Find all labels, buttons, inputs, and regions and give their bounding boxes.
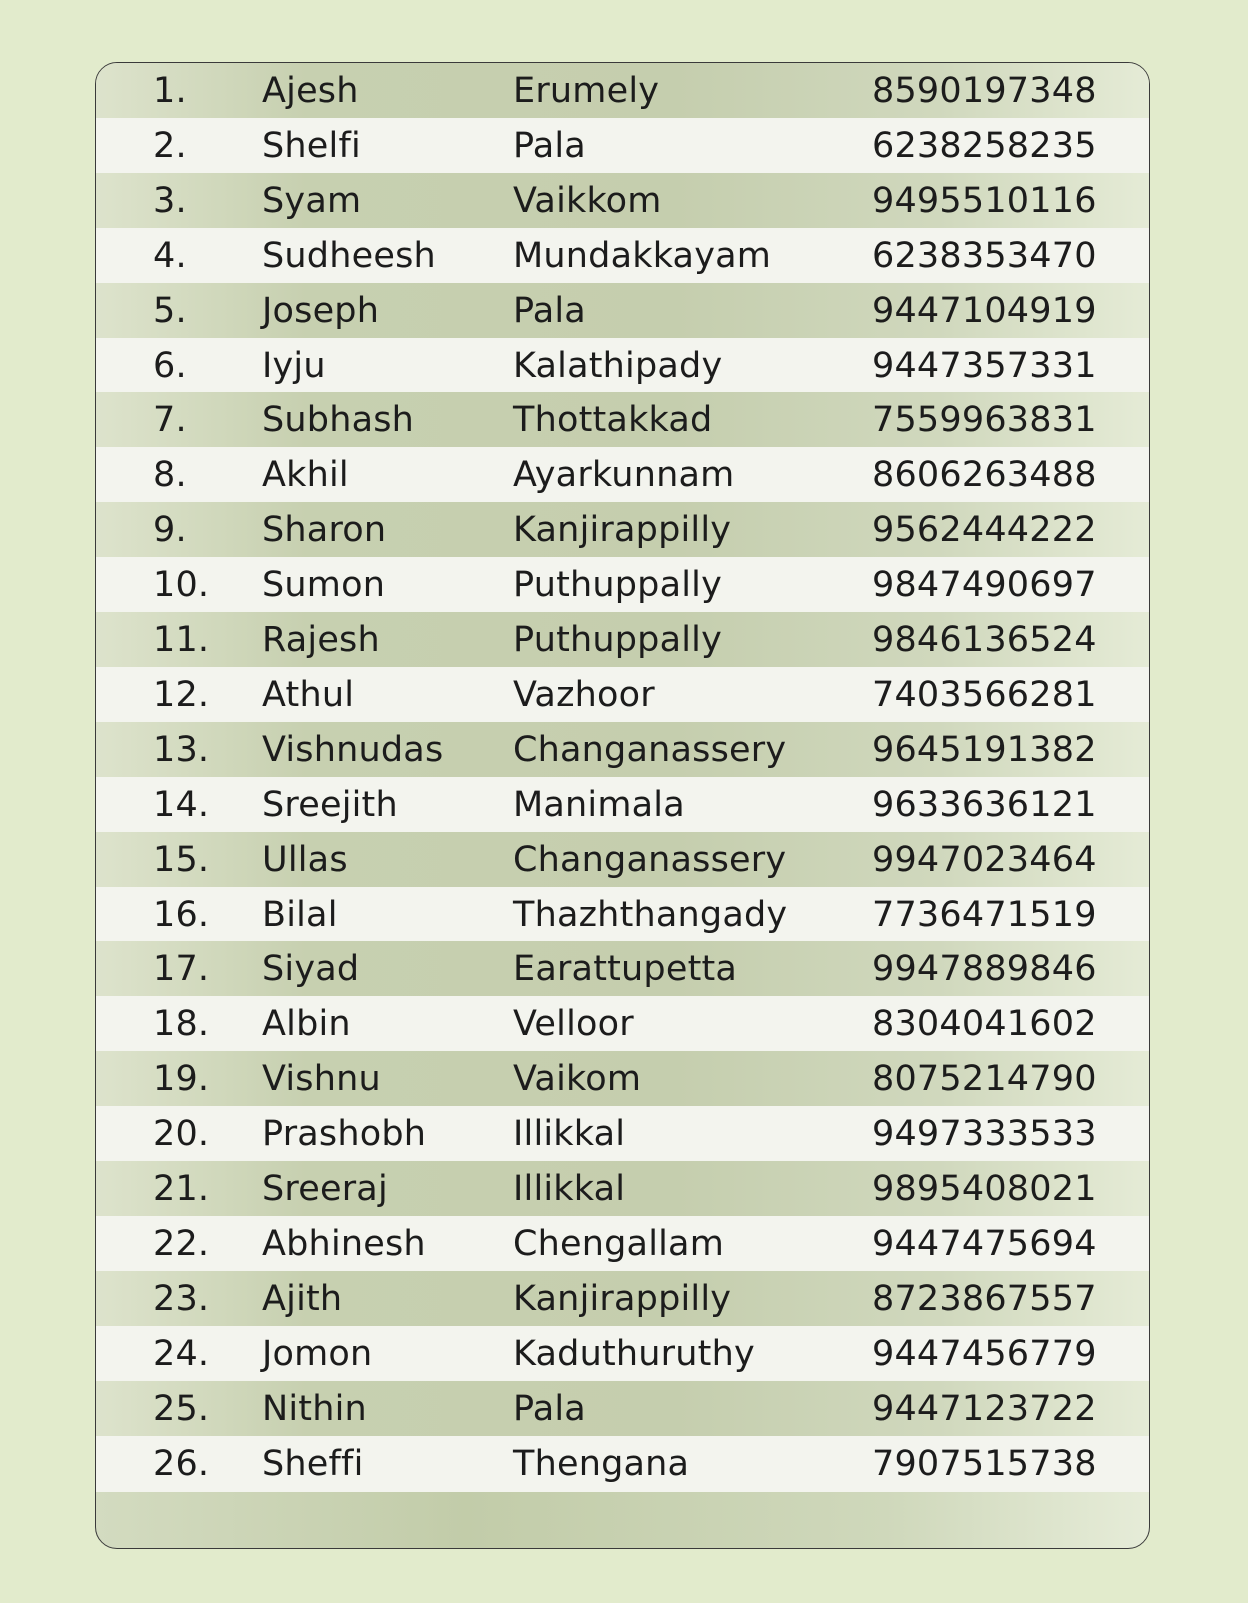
phone-number: 9447456779 — [872, 1333, 1097, 1374]
place-name: Thottakkad — [513, 400, 713, 441]
table-row — [96, 1381, 1149, 1437]
table-row — [96, 1051, 1149, 1107]
phone-number: 9947023464 — [872, 839, 1097, 880]
row-number: 11. — [153, 620, 210, 660]
person-name: Nithin — [262, 1388, 367, 1429]
person-name: Joseph — [262, 290, 380, 331]
phone-number: 9895408021 — [872, 1169, 1097, 1209]
row-number: 4. — [153, 235, 187, 276]
person-name: Prashobh — [262, 1114, 427, 1155]
table-row — [96, 228, 1149, 284]
row-number: 19. — [153, 1059, 210, 1100]
row-number: 20. — [153, 1114, 210, 1155]
place-name: Mundakkayam — [513, 235, 772, 276]
place-name: Puthuppally — [513, 620, 723, 660]
person-name: Sharon — [262, 510, 387, 551]
person-name: Syam — [262, 180, 362, 221]
place-name: Thengana — [513, 1443, 690, 1484]
row-number: 3. — [153, 180, 187, 221]
table-row — [96, 722, 1149, 778]
table-row — [96, 338, 1149, 394]
place-name: Kanjirappilly — [513, 1278, 732, 1319]
row-number: 25. — [153, 1388, 210, 1429]
table-row — [96, 777, 1149, 833]
place-name: Earattupetta — [513, 949, 738, 990]
phone-number: 9947889846 — [872, 949, 1097, 990]
table-row — [96, 447, 1149, 503]
place-name: Vaikom — [513, 1059, 642, 1100]
phone-number: 8590197348 — [872, 71, 1097, 111]
table-row — [96, 502, 1149, 558]
place-name: Velloor — [513, 1004, 634, 1045]
phone-number: 9846136524 — [872, 620, 1097, 660]
phone-number: 7403566281 — [872, 674, 1097, 715]
table-row — [96, 392, 1149, 448]
table-row — [96, 1161, 1149, 1217]
person-name: Ullas — [262, 839, 348, 880]
place-name: Thazhthangady — [513, 894, 788, 935]
row-number: 10. — [153, 565, 210, 606]
row-number: 18. — [153, 1004, 210, 1045]
phone-number: 9447357331 — [872, 345, 1097, 386]
place-name: Ayarkunnam — [513, 455, 735, 496]
person-name: Akhil — [262, 455, 349, 496]
row-number: 16. — [153, 894, 210, 935]
person-name: Ajesh — [262, 71, 359, 111]
table-row — [96, 283, 1149, 339]
person-name: Sudheesh — [262, 235, 436, 276]
table-row — [96, 118, 1149, 174]
phone-number: 9497333533 — [872, 1114, 1097, 1155]
person-name: Subhash — [262, 400, 415, 441]
person-name: Siyad — [262, 949, 360, 990]
phone-number: 9495510116 — [872, 180, 1097, 221]
row-number: 1. — [153, 71, 187, 111]
phone-number: 8304041602 — [872, 1004, 1097, 1045]
row-number: 6. — [153, 345, 187, 386]
place-name: Pala — [513, 290, 586, 331]
phone-number: 9447475694 — [872, 1223, 1097, 1264]
place-name: Illikkal — [513, 1114, 626, 1155]
person-name: Sumon — [262, 565, 386, 606]
phone-number: 6238258235 — [872, 125, 1097, 166]
phone-number: 9633636121 — [872, 784, 1097, 825]
phone-number: 9847490697 — [872, 565, 1097, 606]
table-row — [96, 173, 1149, 229]
place-name: Pala — [513, 125, 586, 166]
table-row — [96, 996, 1149, 1052]
place-name: Pala — [513, 1388, 586, 1429]
table-row — [96, 612, 1149, 668]
row-number: 23. — [153, 1278, 210, 1319]
table-row — [96, 1436, 1149, 1492]
place-name: Vazhoor — [513, 674, 655, 715]
person-name: Sreejith — [262, 784, 398, 825]
row-number: 5. — [153, 290, 187, 331]
row-number: 26. — [153, 1443, 210, 1484]
phone-number: 9447123722 — [872, 1388, 1097, 1429]
row-number: 8. — [153, 455, 187, 496]
person-name: Iyju — [262, 345, 326, 386]
row-number: 13. — [153, 729, 210, 770]
place-name: Changanassery — [513, 839, 787, 880]
place-name: Erumely — [513, 71, 660, 111]
row-number: 22. — [153, 1223, 210, 1264]
phone-number: 8075214790 — [872, 1059, 1097, 1100]
phone-number: 9447104919 — [872, 290, 1097, 331]
table-row — [96, 1216, 1149, 1272]
place-name: Kanjirappilly — [513, 510, 732, 551]
person-name: Ajith — [262, 1278, 343, 1319]
table-row — [96, 1271, 1149, 1327]
person-name: Rajesh — [262, 620, 380, 660]
phone-number: 8723867557 — [872, 1278, 1097, 1319]
row-number: 21. — [153, 1169, 210, 1209]
table-row — [96, 1326, 1149, 1382]
table-row — [96, 887, 1149, 943]
row-number: 14. — [153, 784, 210, 825]
row-number: 24. — [153, 1333, 210, 1374]
person-name: Shelfi — [262, 125, 361, 166]
phone-number: 9562444222 — [872, 510, 1097, 551]
place-name: Puthuppally — [513, 565, 723, 606]
person-name: Albin — [262, 1004, 351, 1045]
row-number: 17. — [153, 949, 210, 990]
phone-number: 8606263488 — [872, 455, 1097, 496]
person-name: Sheffi — [262, 1443, 364, 1484]
row-number: 7. — [153, 400, 187, 441]
place-name: Vaikkom — [513, 180, 662, 221]
person-name: Vishnudas — [262, 729, 444, 770]
phone-number: 7907515738 — [872, 1443, 1097, 1484]
person-name: Abhinesh — [262, 1223, 426, 1264]
table-row — [96, 557, 1149, 613]
table-row — [96, 941, 1149, 997]
phone-number: 7559963831 — [872, 400, 1097, 441]
row-number: 2. — [153, 125, 187, 166]
table-row — [96, 1106, 1149, 1162]
person-name: Vishnu — [262, 1059, 381, 1100]
person-name: Athul — [262, 674, 355, 715]
place-name: Manimala — [513, 784, 685, 825]
table-row — [96, 832, 1149, 888]
person-name: Bilal — [262, 894, 338, 935]
place-name: Illikkal — [513, 1169, 626, 1209]
phone-number: 7736471519 — [872, 894, 1097, 935]
table-row — [96, 63, 1149, 119]
place-name: Chengallam — [513, 1223, 724, 1264]
place-name: Changanassery — [513, 729, 787, 770]
row-number: 15. — [153, 839, 210, 880]
person-name: Jomon — [262, 1333, 373, 1374]
table-row — [96, 667, 1149, 723]
row-number: 9. — [153, 510, 187, 551]
contact-list-card — [95, 62, 1150, 1549]
phone-number: 9645191382 — [872, 729, 1097, 770]
place-name: Kaduthuruthy — [513, 1333, 755, 1374]
person-name: Sreeraj — [262, 1169, 388, 1209]
place-name: Kalathipady — [513, 345, 723, 386]
phone-number: 6238353470 — [872, 235, 1097, 276]
row-number: 12. — [153, 674, 210, 715]
